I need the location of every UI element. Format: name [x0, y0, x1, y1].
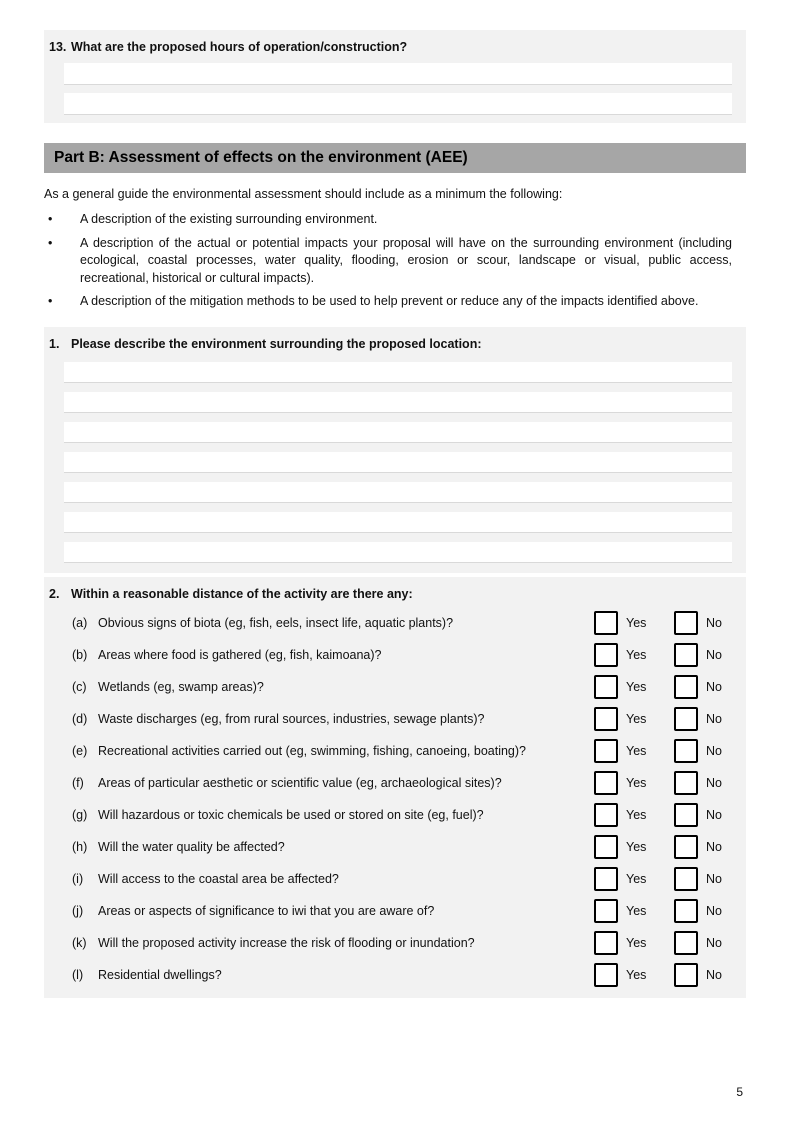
yes-checkbox[interactable] [594, 707, 618, 731]
no-checkbox[interactable] [674, 707, 698, 731]
no-label: No [706, 967, 722, 982]
bullet-text: A description of the actual or potential impacts your proposal will have on the surrounding environment (including ecological, coastal processes, water quality, flooding, erosion or scour, landscape or visual, public access, recreational, historical or cultural impacts). [80, 235, 732, 285]
item-letter: (a) [72, 615, 88, 630]
no-checkbox[interactable] [674, 739, 698, 763]
bullet-text: A description of the existing surrounding environment. [80, 212, 378, 226]
question-text: Within a reasonable distance of the activity are there any: [71, 586, 413, 601]
yes-label: Yes [626, 839, 647, 854]
text-input-line[interactable] [64, 392, 732, 413]
bullet-marker [44, 293, 80, 311]
no-checkbox[interactable] [674, 931, 698, 955]
part-b-header: Part B: Assessment of effects on the environment (AEE) [44, 143, 746, 173]
question-2-item-row [49, 868, 724, 890]
item-text: Areas of particular aesthetic or scientific value (eg, archaeological sites)? [98, 775, 502, 790]
item-text: Will the water quality be affected? [98, 839, 285, 854]
question-2-section [44, 577, 746, 998]
item-letter: (i) [72, 871, 84, 886]
yes-choice [594, 611, 674, 635]
no-checkbox[interactable] [674, 899, 698, 923]
item-text: Will hazardous or toxic chemicals be used or stored on site (eg, fuel)? [98, 807, 484, 822]
no-choice [674, 707, 724, 731]
bullet-item [44, 235, 732, 288]
question-2-items [49, 612, 724, 986]
no-choice [674, 611, 724, 635]
guideline-bullet-list [44, 211, 746, 311]
no-choice [674, 675, 724, 699]
no-checkbox[interactable] [674, 803, 698, 827]
question-2-item-row [49, 964, 724, 986]
question-1-section [44, 327, 746, 573]
text-input-line[interactable] [64, 482, 732, 503]
no-checkbox[interactable] [674, 675, 698, 699]
yes-checkbox[interactable] [594, 771, 618, 795]
question-2-heading [49, 586, 724, 602]
no-label: No [706, 679, 722, 694]
item-text: Will access to the coastal area be affected? [98, 871, 339, 886]
page-number: 5 [736, 1085, 743, 1099]
question-number: 2. [49, 586, 60, 601]
text-input-line[interactable] [64, 452, 732, 473]
yes-choice [594, 963, 674, 987]
no-label: No [706, 775, 722, 790]
question-2-item-row [49, 836, 724, 858]
yes-label: Yes [626, 615, 647, 630]
item-text: Areas where food is gathered (eg, fish, kaimoana)? [98, 647, 382, 662]
yes-label: Yes [626, 743, 647, 758]
yes-choice [594, 675, 674, 699]
yes-label: Yes [626, 871, 647, 886]
item-text: Recreational activities carried out (eg, swimming, fishing, canoeing, boating)? [98, 743, 526, 758]
no-label: No [706, 807, 722, 822]
text-input-line[interactable] [64, 63, 732, 85]
yes-checkbox[interactable] [594, 867, 618, 891]
yes-label: Yes [626, 711, 647, 726]
no-choice [674, 739, 724, 763]
no-checkbox[interactable] [674, 835, 698, 859]
yes-checkbox[interactable] [594, 835, 618, 859]
yes-label: Yes [626, 967, 647, 982]
no-label: No [706, 935, 722, 950]
yes-label: Yes [626, 807, 647, 822]
item-text: Waste discharges (eg, from rural sources, industries, sewage plants)? [98, 711, 485, 726]
text-input-line[interactable] [64, 362, 732, 383]
no-choice [674, 803, 724, 827]
yes-choice [594, 803, 674, 827]
item-letter: (j) [72, 903, 84, 918]
question-2-item-row [49, 676, 724, 698]
yes-choice [594, 931, 674, 955]
item-letter: (g) [72, 807, 88, 822]
item-letter: (k) [72, 935, 87, 950]
text-input-line[interactable] [64, 422, 732, 443]
yes-checkbox[interactable] [594, 675, 618, 699]
bullet-item [44, 293, 732, 311]
no-checkbox[interactable] [674, 963, 698, 987]
yes-checkbox[interactable] [594, 611, 618, 635]
question-2-item-row [49, 932, 724, 954]
question-1-heading [49, 336, 732, 352]
yes-choice [594, 771, 674, 795]
no-label: No [706, 839, 722, 854]
question-2-item-row [49, 772, 724, 794]
item-text: Wetlands (eg, swamp areas)? [98, 679, 264, 694]
no-label: No [706, 615, 722, 630]
item-letter: (f) [72, 775, 84, 790]
no-choice [674, 835, 724, 859]
question-2-item-row [49, 612, 724, 634]
text-input-line[interactable] [64, 93, 732, 115]
no-label: No [706, 647, 722, 662]
item-text: Residential dwellings? [98, 967, 222, 982]
yes-checkbox[interactable] [594, 931, 618, 955]
bullet-item [44, 211, 732, 229]
item-text: Obvious signs of biota (eg, fish, eels, insect life, aquatic plants)? [98, 615, 454, 630]
question-13-heading [49, 39, 732, 55]
no-label: No [706, 743, 722, 758]
item-letter: (e) [72, 743, 88, 758]
question-13-section [44, 30, 746, 123]
question-2-item-row [49, 740, 724, 762]
yes-checkbox[interactable] [594, 643, 618, 667]
no-choice [674, 931, 724, 955]
question-text: Please describe the environment surrounding the proposed location: [71, 336, 482, 351]
yes-label: Yes [626, 679, 647, 694]
item-letter: (c) [72, 679, 87, 694]
bullet-marker [44, 211, 80, 229]
yes-choice [594, 899, 674, 923]
no-choice [674, 867, 724, 891]
item-text: Will the proposed activity increase the risk of flooding or inundation? [98, 935, 475, 950]
no-label: No [706, 871, 722, 886]
item-letter: (l) [72, 967, 84, 982]
question-2-item-row [49, 644, 724, 666]
item-letter: (h) [72, 839, 88, 854]
text-input-line[interactable] [64, 542, 732, 563]
no-choice [674, 963, 724, 987]
no-checkbox[interactable] [674, 867, 698, 891]
text-input-line[interactable] [64, 512, 732, 533]
yes-checkbox[interactable] [594, 739, 618, 763]
yes-choice [594, 643, 674, 667]
item-text: Areas or aspects of significance to iwi that you are aware of? [98, 903, 435, 918]
question-2-item-row [49, 804, 724, 826]
yes-label: Yes [626, 935, 647, 950]
yes-choice [594, 867, 674, 891]
bullet-marker [44, 235, 80, 288]
yes-choice [594, 835, 674, 859]
question-2-item-row [49, 708, 724, 730]
yes-label: Yes [626, 903, 647, 918]
no-label: No [706, 711, 722, 726]
intro-paragraph: As a general guide the environmental assessment should include as a minimum the following: [44, 187, 563, 201]
yes-label: Yes [626, 647, 647, 662]
no-choice [674, 899, 724, 923]
question-1-answer-lines [64, 362, 732, 563]
no-choice [674, 643, 724, 667]
question-number: 1. [49, 336, 60, 351]
no-checkbox[interactable] [674, 771, 698, 795]
yes-checkbox[interactable] [594, 963, 618, 987]
question-number: 13. [49, 40, 67, 54]
no-checkbox[interactable] [674, 643, 698, 667]
yes-checkbox[interactable] [594, 803, 618, 827]
yes-choice [594, 707, 674, 731]
bullet-text: A description of the mitigation methods to be used to help prevent or reduce any of the impacts identified above. [80, 294, 699, 308]
item-letter: (d) [72, 711, 88, 726]
question-13-answer-lines [64, 63, 732, 115]
no-label: No [706, 903, 722, 918]
no-checkbox[interactable] [674, 611, 698, 635]
yes-label: Yes [626, 775, 647, 790]
item-letter: (b) [72, 647, 88, 662]
yes-checkbox[interactable] [594, 899, 618, 923]
question-2-item-row [49, 900, 724, 922]
no-choice [674, 771, 724, 795]
question-text: What are the proposed hours of operation/construction? [71, 40, 408, 54]
yes-choice [594, 739, 674, 763]
